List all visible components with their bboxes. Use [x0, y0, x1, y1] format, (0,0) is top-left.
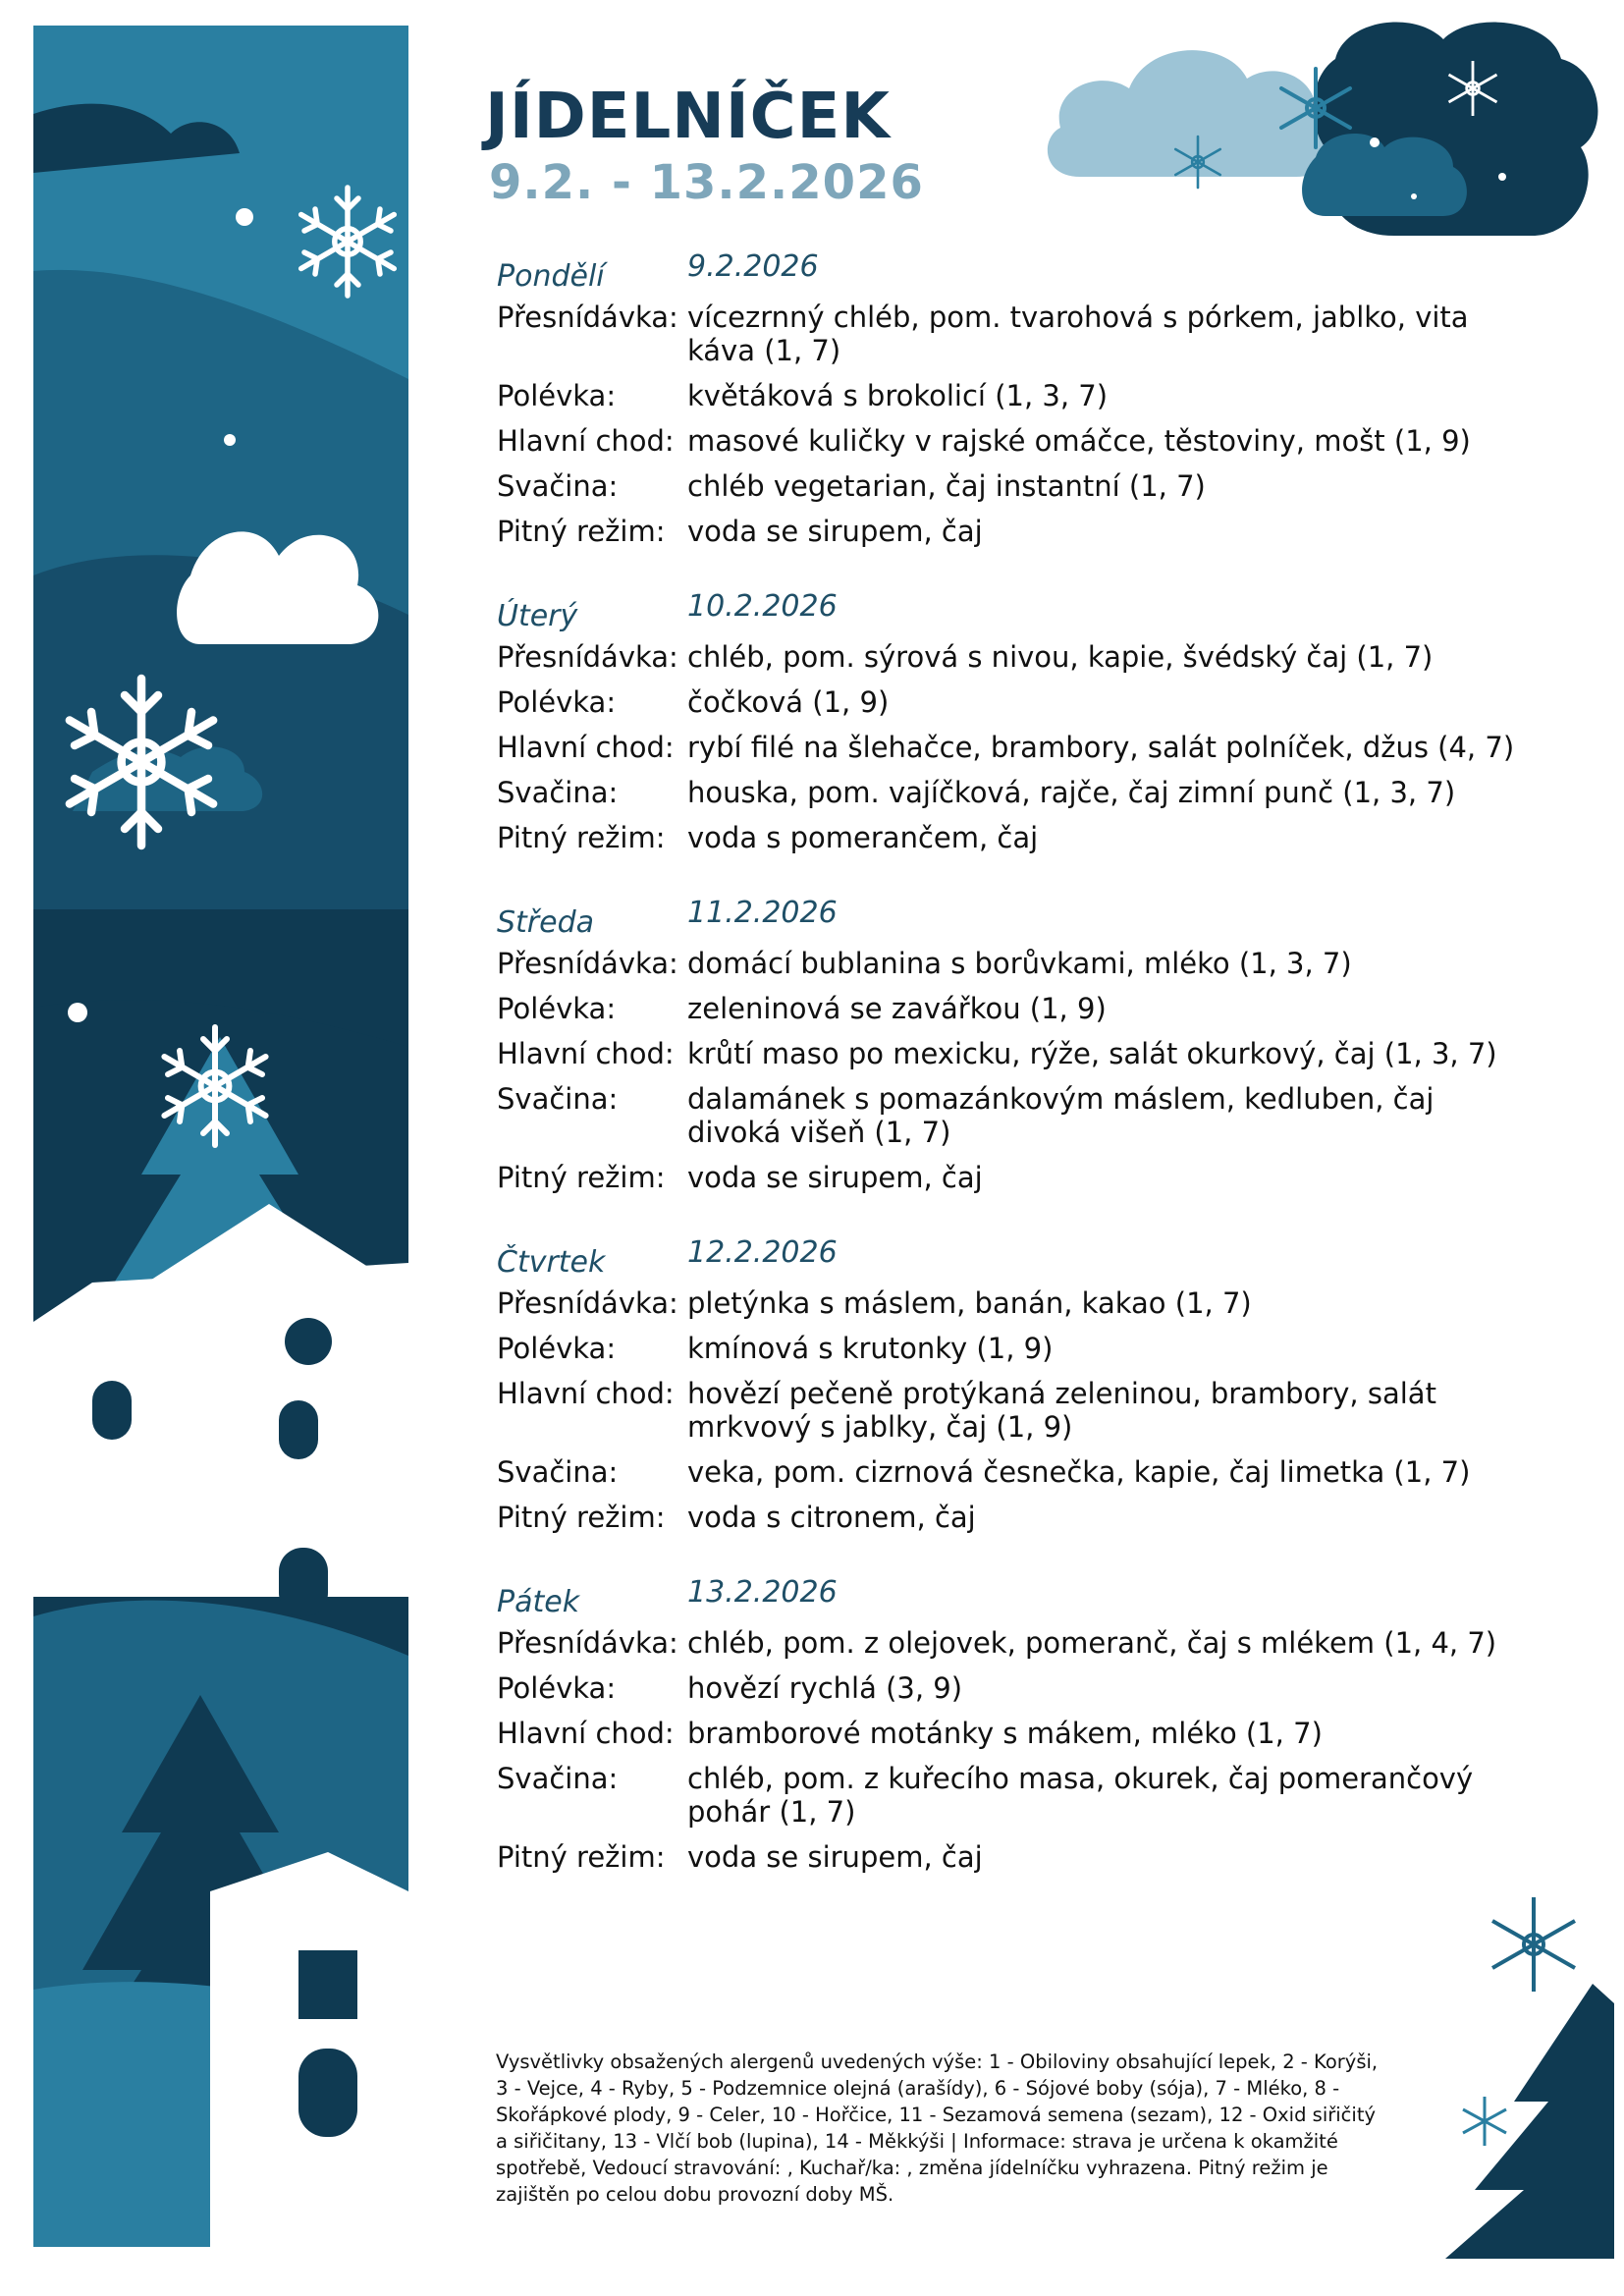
meal-text: dalamánek s pomazánkovým máslem, kedluben, čaj divoká višeň (1, 7) — [687, 1082, 1435, 1149]
meal-label: Svačina: — [497, 469, 619, 503]
clouds-snowflakes-decoration — [1041, 20, 1606, 249]
meal-label: Svačina: — [497, 1082, 619, 1116]
meal-label: Hlavní chod: — [497, 1037, 675, 1070]
meal-text: kmínová s krutonky (1, 9) — [687, 1332, 1054, 1365]
day-section-monday — [497, 249, 1518, 560]
meal-text: chléb vegetarian, čaj instantní (1, 7) — [687, 469, 1206, 503]
meal-label: Polévka: — [497, 1332, 617, 1365]
meal-text: chléb, pom. sýrová s nivou, kapie, švédský čaj (1, 7) — [687, 640, 1434, 674]
meal-label: Přesnídávka: — [497, 640, 678, 674]
meal-label: Přesnídávka: — [497, 1286, 678, 1320]
meal-row — [497, 1455, 1518, 1501]
meal-label: Pitný režim: — [497, 1161, 666, 1194]
meal-label: Polévka: — [497, 1671, 617, 1705]
day-section-wednesday — [497, 896, 1518, 1206]
meal-row — [497, 640, 1518, 685]
meal-row — [497, 776, 1518, 821]
meal-label: Přesnídávka: — [497, 947, 678, 980]
meal-text: voda s pomerančem, čaj — [687, 821, 1039, 854]
meal-row — [497, 1082, 1518, 1161]
meal-row — [497, 301, 1518, 379]
meal-text: veka, pom. cizrnová česnečka, kapie, čaj limetka (1, 7) — [687, 1455, 1471, 1489]
meal-text: bramborové motánky s mákem, mléko (1, 7) — [687, 1717, 1323, 1750]
day-section-friday — [497, 1575, 1518, 1886]
meal-row — [497, 469, 1518, 515]
meal-row — [497, 947, 1518, 992]
meal-label: Hlavní chod: — [497, 424, 675, 458]
meal-label: Svačina: — [497, 776, 619, 809]
meal-label: Hlavní chod: — [497, 731, 675, 764]
day-name: Pátek — [497, 1585, 580, 1619]
meal-label: Svačina: — [497, 1762, 619, 1795]
meal-text: hovězí pečeně protýkaná zeleninou, brambory, salát mrkvový s jablky, čaj (1, 9) — [687, 1377, 1436, 1444]
day-date: 11.2.2026 — [687, 896, 838, 930]
meal-label: Polévka: — [497, 992, 617, 1025]
allergen-legend: Vysvětlivky obsažených alergenů uvedených výše: 1 - Obiloviny obsahující lepek, 2 - Korýši, 3 - Vejce, 4 - Ryby, 5 - Podzemnice olejná (arašídy), 6 - Sójové boby (sója), 7 - Mléko, 8 - Skořápkové plody, 9 - Celer, 10 - Hořčice, 11 - Sezamová semena (sezam), 12 - Oxid siřičitý a siřičitany, 13 - Vlčí bob (lupina), 14 - Měkkýši | Informace: strava je určena k okamžité spotřebě, Vedoucí stravování: , Kuchař/ka: , změna jídelníčku vyhrazena. Pitný režim je zajištěn po celou dobu provozní doby MŠ. — [496, 2050, 1379, 2206]
meal-row — [497, 731, 1518, 776]
day-date: 13.2.2026 — [687, 1575, 838, 1610]
meal-text: čočková (1, 9) — [687, 685, 890, 719]
meal-row — [497, 1717, 1518, 1762]
meal-row — [497, 1161, 1518, 1206]
day-section-thursday — [497, 1235, 1518, 1546]
date-range: 9.2. - 13.2.2026 — [489, 155, 924, 210]
meal-text: rybí filé na šlehačce, brambory, salát polníček, džus (4, 7) — [687, 731, 1515, 764]
meal-row — [497, 1037, 1518, 1082]
meal-text: voda se sirupem, čaj — [687, 1161, 983, 1194]
meal-row — [497, 1286, 1518, 1332]
meal-label: Přesnídávka: — [497, 1626, 678, 1660]
day-name: Čtvrtek — [497, 1245, 606, 1280]
day-name: Pondělí — [497, 259, 605, 294]
meal-text: voda se sirupem, čaj — [687, 1840, 983, 1874]
meal-row — [497, 379, 1518, 424]
meal-row — [497, 1671, 1518, 1717]
meal-row — [497, 515, 1518, 560]
day-date: 12.2.2026 — [687, 1235, 838, 1270]
meal-row — [497, 424, 1518, 469]
meal-text: pletýnka s máslem, banán, kakao (1, 7) — [687, 1286, 1252, 1320]
meal-row — [497, 1332, 1518, 1377]
meal-row — [497, 1626, 1518, 1671]
meal-text: masové kuličky v rajské omáčce, těstoviny, mošt (1, 9) — [687, 424, 1471, 458]
meal-label: Polévka: — [497, 379, 617, 412]
day-date: 9.2.2026 — [687, 249, 819, 284]
day-name: Úterý — [497, 599, 578, 633]
meal-text: květáková s brokolicí (1, 3, 7) — [687, 379, 1109, 412]
meal-label: Pitný režim: — [497, 1501, 666, 1534]
meal-text: chléb, pom. z kuřecího masa, okurek, čaj pomerančový pohár (1, 7) — [687, 1762, 1474, 1829]
meal-label: Přesnídávka: — [497, 301, 678, 334]
meal-row — [497, 1501, 1518, 1546]
meal-row — [497, 1377, 1518, 1455]
day-name: Středa — [497, 905, 595, 940]
day-section-tuesday — [497, 589, 1518, 866]
meal-text: hovězí rychlá (3, 9) — [687, 1671, 963, 1705]
meal-text: voda s citronem, čaj — [687, 1501, 976, 1534]
day-date: 10.2.2026 — [687, 589, 838, 624]
meal-text: houska, pom. vajíčková, rajče, čaj zimní punč (1, 3, 7) — [687, 776, 1456, 809]
meal-row — [497, 685, 1518, 731]
meal-row — [497, 992, 1518, 1037]
meal-label: Svačina: — [497, 1455, 619, 1489]
meal-label: Pitný režim: — [497, 821, 666, 854]
meal-label: Polévka: — [497, 685, 617, 719]
meal-text: vícezrnný chléb, pom. tvarohová s pórkem, jablko, vita káva (1, 7) — [687, 301, 1469, 367]
meal-text: zeleninová se zavářkou (1, 9) — [687, 992, 1107, 1025]
page-title: JÍDELNÍČEK — [485, 81, 891, 153]
meal-label: Pitný režim: — [497, 515, 666, 548]
meal-row — [497, 1840, 1518, 1886]
meal-label: Hlavní chod: — [497, 1717, 675, 1750]
meal-text: chléb, pom. z olejovek, pomeranč, čaj s mlékem (1, 4, 7) — [687, 1626, 1497, 1660]
meal-text: domácí bublanina s borůvkami, mléko (1, 3, 7) — [687, 947, 1352, 980]
meal-text: krůtí maso po mexicku, rýže, salát okurkový, čaj (1, 3, 7) — [687, 1037, 1497, 1070]
tree-snowflake-decoration — [1445, 1866, 1614, 2259]
meal-row — [497, 1762, 1518, 1840]
meal-text: voda se sirupem, čaj — [687, 515, 983, 548]
meal-row — [497, 821, 1518, 866]
winter-banner-illustration — [33, 26, 408, 2247]
meal-label: Pitný režim: — [497, 1840, 666, 1874]
meal-label: Hlavní chod: — [497, 1377, 675, 1410]
